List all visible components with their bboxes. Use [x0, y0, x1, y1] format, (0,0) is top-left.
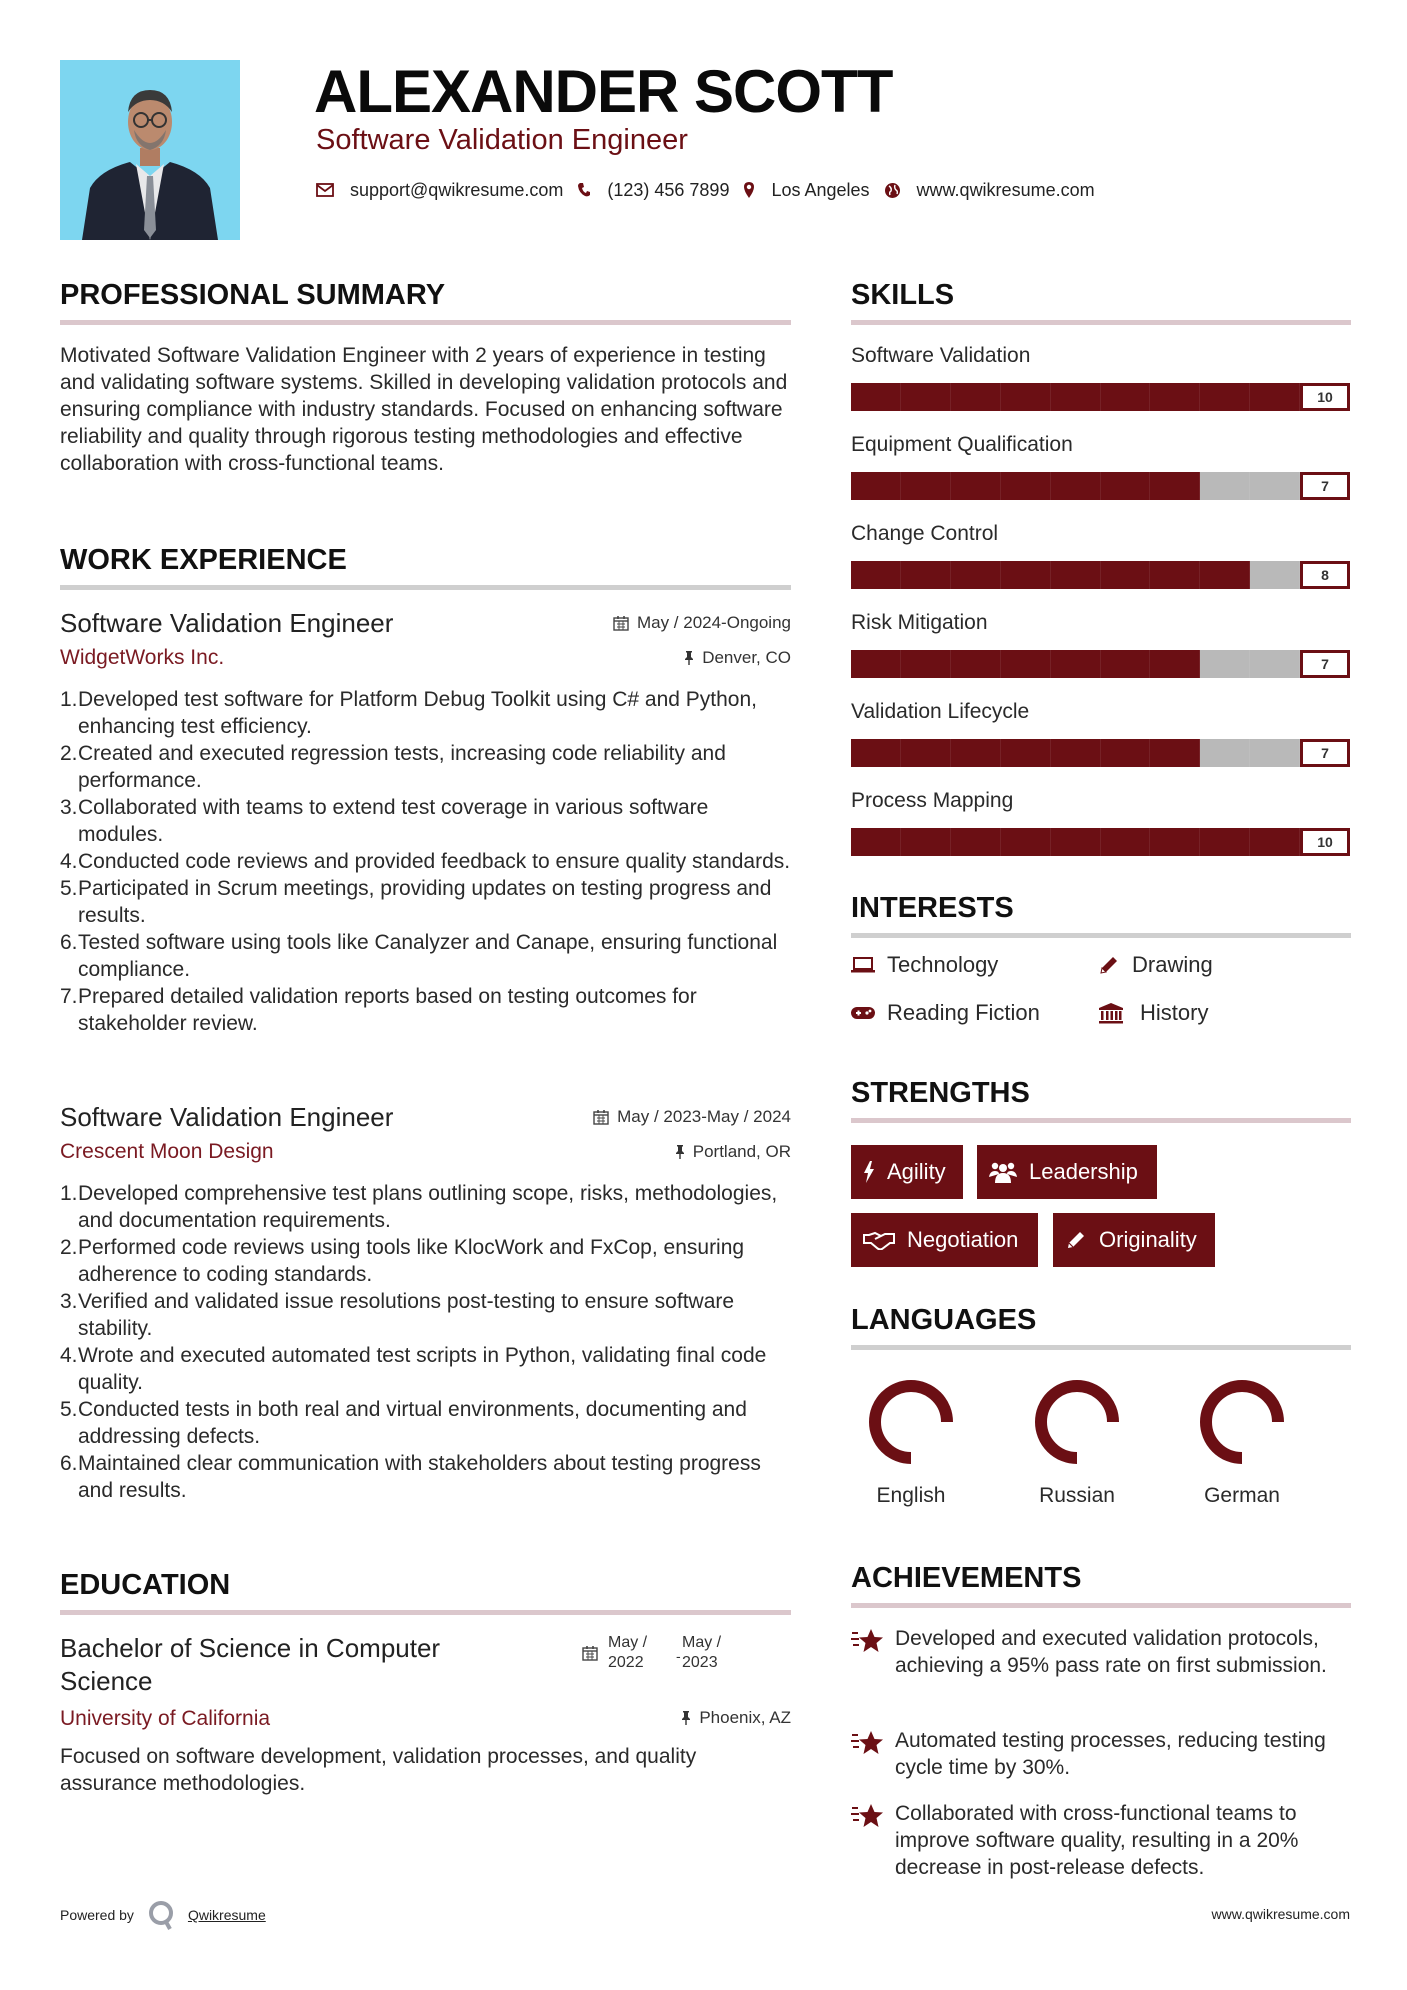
- shooting-star-icon: [851, 1802, 885, 1830]
- skill-item: [851, 698, 1351, 785]
- summary-heading: PROFESSIONAL SUMMARY: [60, 279, 446, 311]
- skill-item: [851, 609, 1351, 696]
- interests-heading: INTERESTS: [851, 892, 1014, 924]
- skill-name: Process Mapping: [851, 789, 1014, 812]
- education-heading: EDUCATION: [60, 1569, 231, 1601]
- pushpin-icon: [684, 650, 694, 666]
- education-end: - May / 2023: [676, 1634, 722, 1671]
- qwikresume-logo-icon: [148, 1900, 176, 1930]
- qwikresume-link[interactable]: Qwikresume: [187, 1907, 266, 1923]
- skill-item: [851, 342, 1351, 429]
- education-description: Focused on software development, validation processes, and quality assurance methodologies.: [60, 1745, 697, 1795]
- duty-item: 1. Developed test software for Platform Debug Toolkit using C# and Python, enhancing test efficiency.: [60, 688, 757, 738]
- job-entry: [60, 1100, 791, 1504]
- contact-website[interactable]: [884, 180, 1095, 201]
- languages-divider: [851, 1345, 1351, 1350]
- contact-email[interactable]: [316, 180, 563, 201]
- language-item: English: [846, 1374, 976, 1508]
- interests-divider: [851, 933, 1351, 938]
- education-start: May / 2022: [608, 1634, 648, 1671]
- skill-name: Software Validation: [851, 344, 1031, 367]
- job-duties: [60, 1180, 791, 1504]
- duty-item: 4. Conducted code reviews and provided feedback to ensure quality standards.: [60, 850, 791, 873]
- phone-icon: [577, 182, 591, 198]
- education-divider: [60, 1610, 791, 1615]
- language-item: German: [1177, 1374, 1307, 1508]
- person-portrait-icon: [60, 60, 240, 240]
- skills-heading: SKILLS: [851, 279, 955, 311]
- skill-level-bar: [851, 650, 1350, 678]
- skill-level-value: 10: [1300, 828, 1350, 856]
- pushpin-icon: [675, 1144, 685, 1160]
- language-item: Russian: [1012, 1374, 1142, 1508]
- language-level-ring: [1029, 1374, 1125, 1470]
- job-location: Denver, CO: [684, 648, 791, 668]
- experience-heading: WORK EXPERIENCE: [60, 544, 347, 576]
- duty-item: 1. Developed comprehensive test plans outlining scope, risks, methodologies, and documentation requirements.: [60, 1182, 778, 1232]
- gamepad-icon: [851, 1005, 875, 1021]
- summary-divider: [60, 320, 791, 325]
- language-level-ring: [1194, 1374, 1290, 1470]
- job-dates: May / 2023-May / 2024: [593, 1107, 791, 1127]
- interest-item: Reading Fiction: [851, 1000, 1040, 1026]
- skill-level-value: 7: [1300, 650, 1350, 678]
- map-pin-icon: [743, 181, 755, 199]
- experience-divider: [60, 585, 791, 590]
- achievements-divider: [851, 1603, 1351, 1608]
- pencil-icon: [1098, 954, 1120, 976]
- profile-photo: [60, 60, 240, 240]
- contact-bar: [316, 176, 1109, 204]
- company-name: Crescent Moon Design: [60, 1140, 274, 1163]
- interest-item: Technology: [851, 952, 998, 978]
- summary-text: Motivated Software Validation Engineer with 2 years of experience in testing and validating software systems. Skilled in developing validation protocols and ensuring compliance with industry standards. Focused on enhancing software reliability and quality through rigorous testing methodologies and effective collaboration with cross-functional teams.: [60, 344, 788, 475]
- job-title: Software Validation Engineer: [60, 608, 394, 638]
- achievement-item: Developed and executed validation protocols, achieving a 95% pass rate on first submission.: [851, 1625, 1351, 1679]
- job-location: Portland, OR: [675, 1142, 791, 1162]
- strengths-divider: [851, 1118, 1351, 1123]
- museum-icon: [1098, 1002, 1124, 1024]
- language-level-ring: [863, 1374, 959, 1470]
- skill-level-value: 10: [1300, 383, 1350, 411]
- skill-level-bar: [851, 561, 1350, 589]
- handshake-icon: [863, 1230, 895, 1250]
- skill-level-value: 7: [1300, 739, 1350, 767]
- degree-title: Bachelor of Science in Computer Science: [60, 1633, 441, 1696]
- school-name: University of California: [60, 1707, 271, 1730]
- job-duties: [60, 686, 791, 1037]
- skill-level-bar: [851, 383, 1350, 411]
- strength-chip: Leadership: [977, 1145, 1157, 1199]
- phone-text: (123) 456 7899: [607, 179, 730, 200]
- interest-item: History: [1098, 1000, 1208, 1026]
- skill-item: [851, 520, 1351, 607]
- users-icon: [989, 1161, 1017, 1183]
- website-text: www.qwikresume.com: [916, 179, 1095, 200]
- skill-item: [851, 787, 1351, 874]
- strength-chip: Originality: [1053, 1213, 1215, 1267]
- duty-item: 6. Maintained clear communication with stakeholders about testing progress and results.: [60, 1452, 761, 1502]
- pushpin-icon: [681, 1710, 691, 1726]
- skill-level-bar: [851, 472, 1350, 500]
- contact-phone[interactable]: [577, 180, 729, 201]
- education-dates: [582, 1633, 738, 1673]
- powered-by: Powered by Qwikresume: [60, 1900, 266, 1930]
- skill-level-value: 7: [1300, 472, 1350, 500]
- footer-website[interactable]: www.qwikresume.com: [1211, 1906, 1350, 1922]
- achievement-item: Collaborated with cross-functional teams to improve software quality, resulting in a 20% decrease in post-release defects.: [851, 1800, 1351, 1881]
- email-text: support@qwikresume.com: [350, 179, 564, 200]
- company-name: WidgetWorks Inc.: [60, 646, 225, 669]
- duty-item: 3. Verified and validated issue resolutions post-testing to ensure software stability.: [60, 1290, 735, 1340]
- globe-icon: [884, 182, 901, 199]
- skill-level-value: 8: [1300, 561, 1350, 589]
- job-entry: [60, 606, 791, 1037]
- calendar-icon: [593, 1109, 609, 1125]
- bolt-icon: [863, 1161, 875, 1183]
- skill-item: [851, 431, 1351, 518]
- strength-chip: Negotiation: [851, 1213, 1038, 1267]
- job-dates: May / 2024-Ongoing: [613, 613, 791, 633]
- calendar-icon: [613, 615, 629, 631]
- achievements-heading: ACHIEVEMENTS: [851, 1562, 1082, 1594]
- strengths-heading: STRENGTHS: [851, 1077, 1030, 1109]
- duty-item: 7. Prepared detailed validation reports based on testing outcomes for stakeholder review.: [60, 985, 697, 1035]
- duty-item: 5. Participated in Scrum meetings, providing updates on testing progress and results.: [60, 877, 772, 927]
- laptop-icon: [851, 956, 875, 974]
- skill-name: Change Control: [851, 522, 999, 545]
- duty-item: 6. Tested software using tools like Canalyzer and Canape, ensuring functional compliance.: [60, 931, 778, 981]
- shooting-star-icon: [851, 1627, 885, 1655]
- skills-list: [851, 340, 1351, 874]
- skill-level-bar: [851, 739, 1350, 767]
- candidate-title: Software Validation Engineer: [316, 124, 688, 156]
- location-text: Los Angeles: [771, 179, 870, 200]
- strength-chip: Agility: [851, 1145, 963, 1199]
- pencil-icon: [1065, 1229, 1087, 1251]
- job-title: Software Validation Engineer: [60, 1102, 394, 1132]
- calendar-icon: [582, 1645, 598, 1661]
- duty-item: 2. Performed code reviews using tools like KlocWork and FxCop, ensuring adherence to coding standards.: [60, 1236, 745, 1286]
- contact-location: [743, 180, 869, 201]
- skill-level-bar: [851, 828, 1350, 856]
- achievement-item: Automated testing processes, reducing testing cycle time by 30%.: [851, 1727, 1351, 1781]
- skill-name: Equipment Qualification: [851, 433, 1073, 456]
- duty-item: 3. Collaborated with teams to extend test coverage in various software modules.: [60, 796, 709, 846]
- languages-heading: LANGUAGES: [851, 1304, 1037, 1336]
- education-location: Phoenix, AZ: [681, 1708, 791, 1728]
- candidate-name: ALEXANDER SCOTT: [314, 58, 893, 125]
- envelope-icon: [316, 183, 334, 197]
- interest-item: Drawing: [1098, 952, 1213, 978]
- skill-name: Validation Lifecycle: [851, 700, 1030, 723]
- duty-item: 4. Wrote and executed automated test scripts in Python, validating final code quality.: [60, 1344, 767, 1394]
- skills-divider: [851, 320, 1351, 325]
- shooting-star-icon: [851, 1729, 885, 1757]
- duty-item: 2. Created and executed regression tests, increasing code reliability and performance.: [60, 742, 726, 792]
- skill-name: Risk Mitigation: [851, 611, 988, 634]
- duty-item: 5. Conducted tests in both real and virtual environments, documenting and addressing defects.: [60, 1398, 747, 1448]
